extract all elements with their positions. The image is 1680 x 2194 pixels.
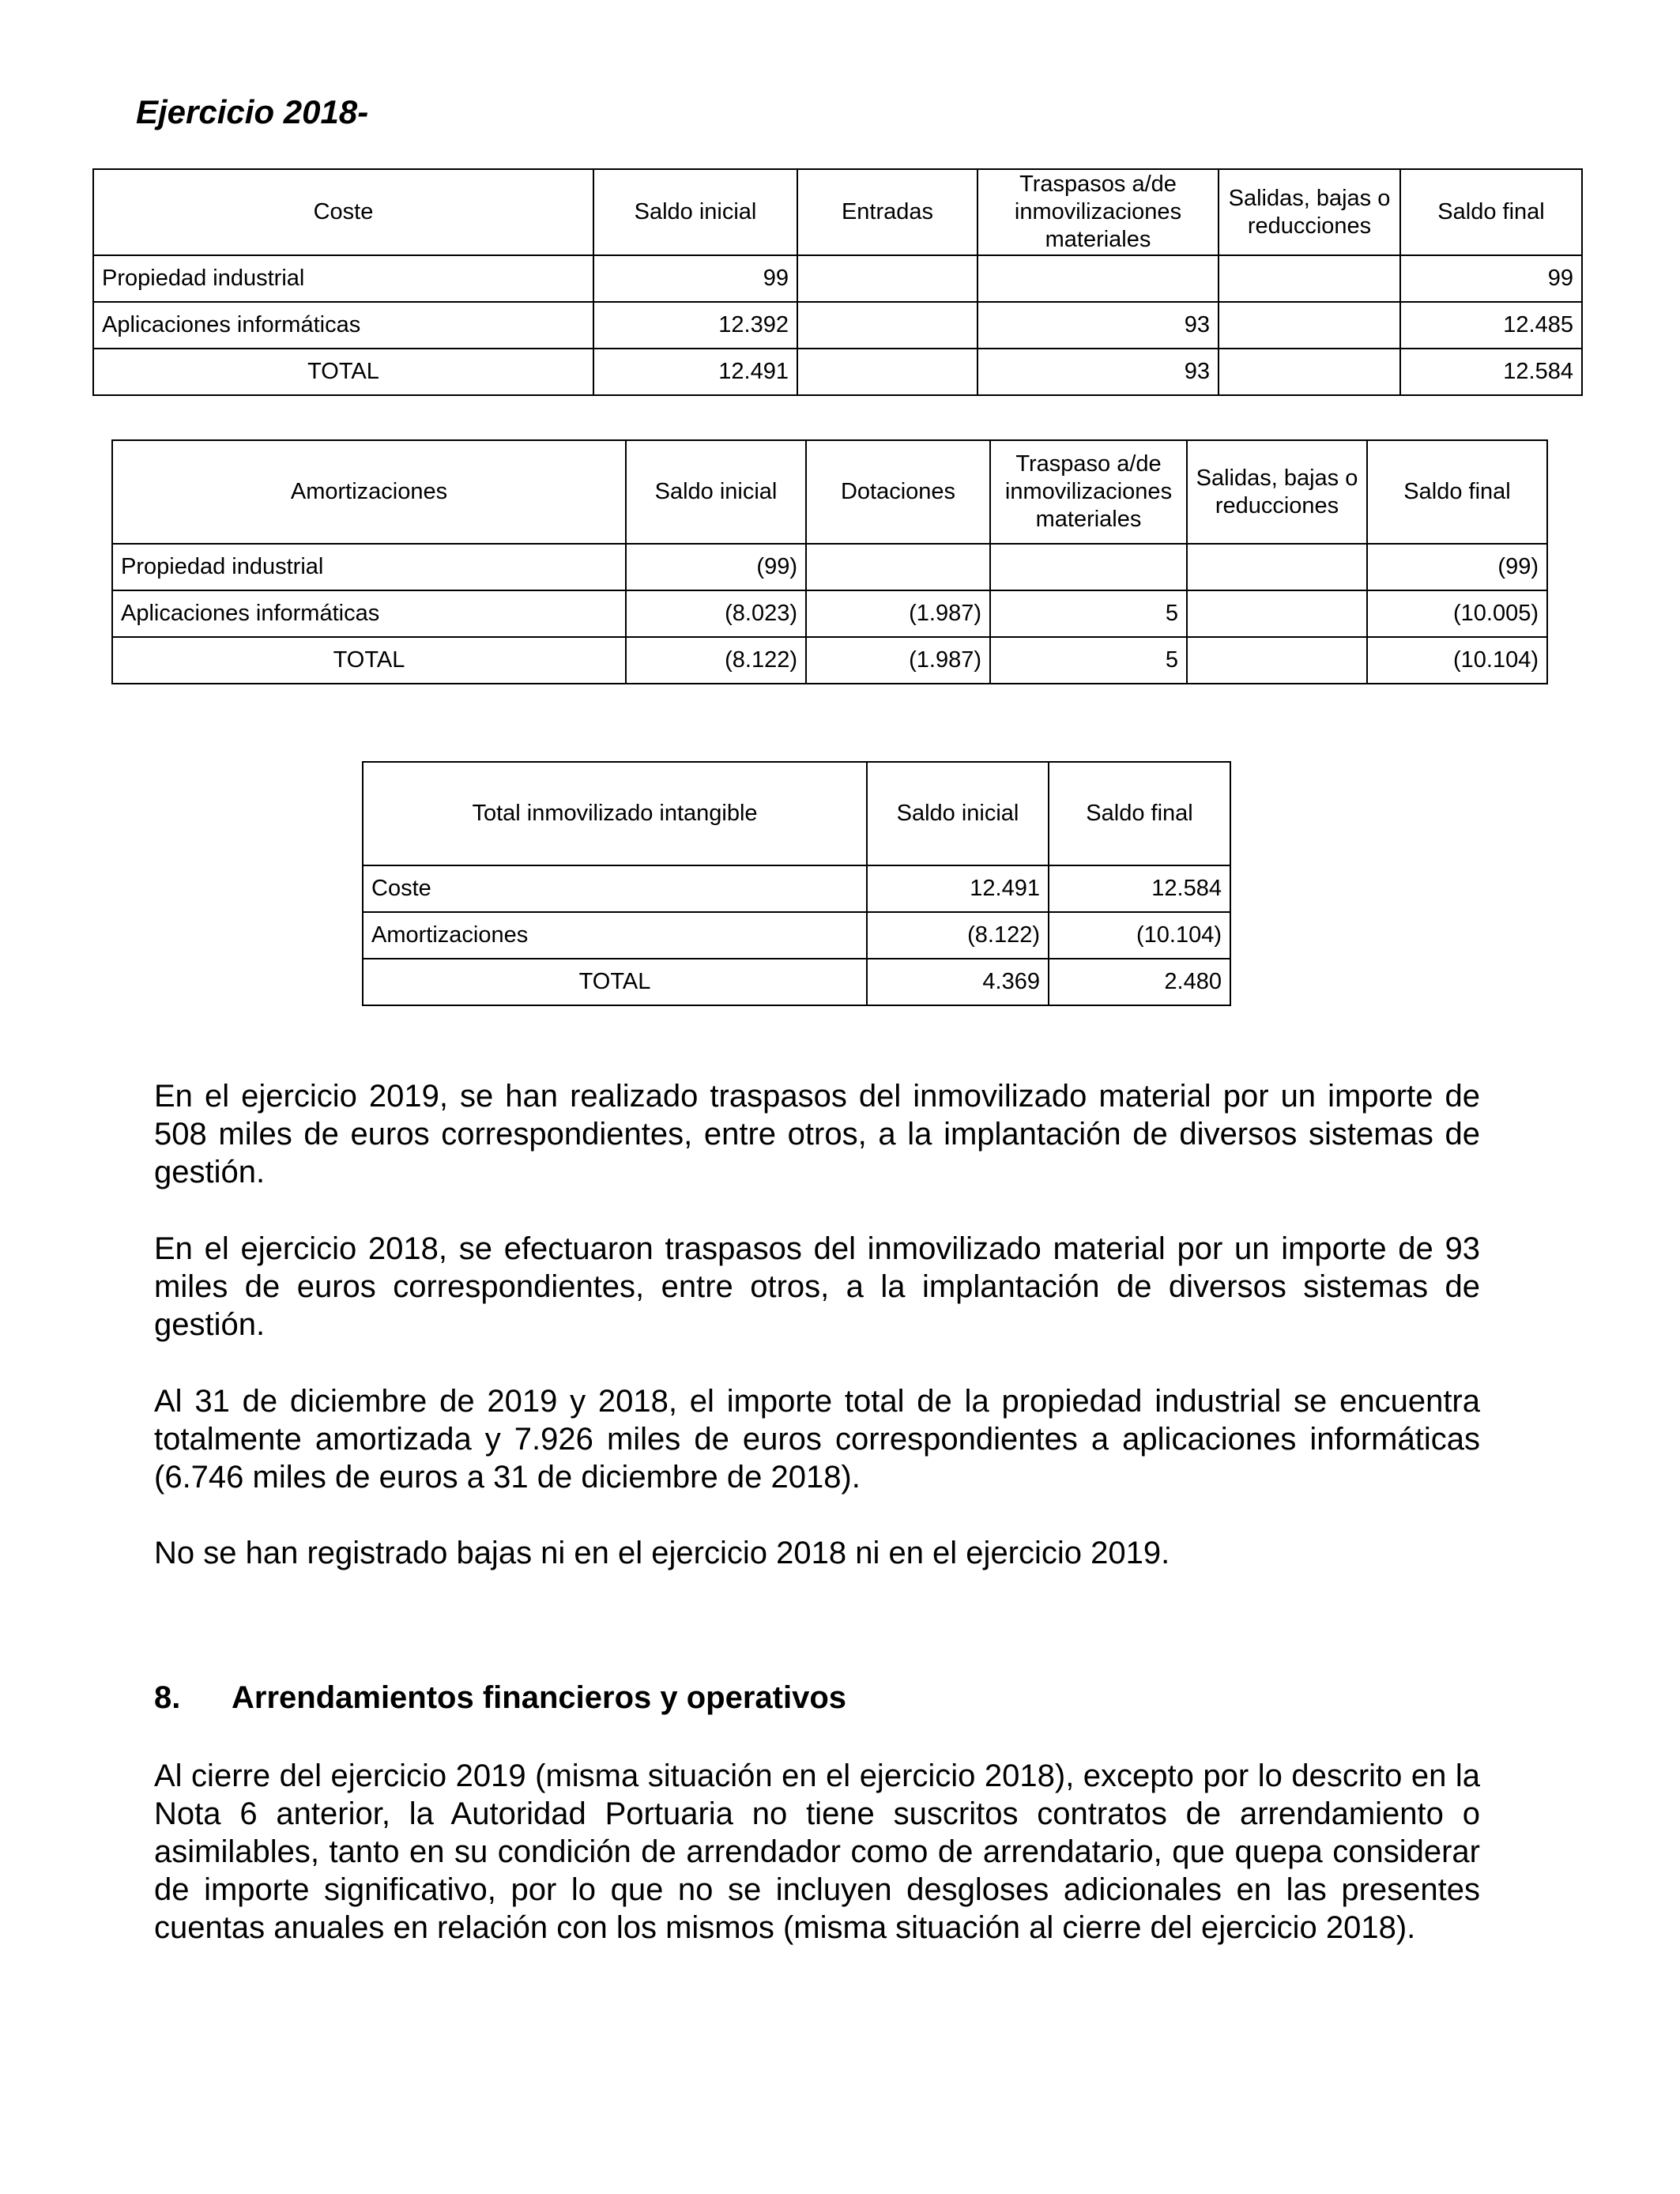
- table-cell: (1.987): [806, 590, 990, 637]
- table-total-row: [112, 637, 1547, 684]
- column-header: Saldo final: [1049, 762, 1230, 865]
- table-cell: (10.104): [1367, 637, 1547, 684]
- table-cell: (8.122): [626, 637, 806, 684]
- column-header: Amortizaciones: [112, 440, 626, 544]
- table-cell: [1187, 590, 1367, 637]
- table-cell: 5: [990, 637, 1187, 684]
- table-row: [93, 255, 1582, 302]
- column-header: Saldo inicial: [593, 169, 797, 255]
- paragraph: En el ejercicio 2018, se efectuaron traspasos del inmovilizado material por un importe de 93 miles de euros correspondientes, entre otros, a la implantación de diversos sistemas de gestión.: [154, 1231, 1480, 1342]
- table-total-row: [93, 349, 1582, 395]
- table-cell: 2.480: [1049, 959, 1230, 1005]
- table-cell: 4.369: [867, 959, 1049, 1005]
- section-heading: [154, 1680, 846, 1716]
- table-cell: 93: [977, 302, 1219, 349]
- table-cell: (99): [626, 544, 806, 590]
- row-label: TOTAL: [112, 637, 626, 684]
- table-cell: (1.987): [806, 637, 990, 684]
- table-row: [93, 302, 1582, 349]
- column-header: Saldo final: [1400, 169, 1582, 255]
- section-number: 8.: [154, 1680, 181, 1715]
- column-header: Saldo final: [1367, 440, 1547, 544]
- paragraph: No se han registrado bajas ni en el ejercicio 2018 ni en el ejercicio 2019.: [154, 1536, 1170, 1570]
- table-cell: [806, 544, 990, 590]
- column-header: Salidas, bajas o reducciones: [1187, 440, 1367, 544]
- table-cell: (8.023): [626, 590, 806, 637]
- year-heading: Ejercicio 2018-: [136, 93, 369, 130]
- table-cell: [1219, 255, 1400, 302]
- table-cell: 12.491: [867, 865, 1049, 912]
- amortization-table: [111, 439, 1548, 684]
- table-cell: [977, 255, 1219, 302]
- row-label: Aplicaciones informáticas: [112, 590, 626, 637]
- table-cell: (10.104): [1049, 912, 1230, 959]
- table-cell: 12.485: [1400, 302, 1582, 349]
- column-header: Traspasos a/de inmovilizaciones materiales: [977, 169, 1219, 255]
- column-header: Salidas, bajas o reducciones: [1219, 169, 1400, 255]
- column-header: Traspaso a/de inmovilizaciones materiales: [990, 440, 1187, 544]
- table-cell: (8.122): [867, 912, 1049, 959]
- table-cell: (10.005): [1367, 590, 1547, 637]
- table-header-row: [112, 440, 1547, 544]
- cost-table: [92, 168, 1583, 396]
- table-cell: 93: [977, 349, 1219, 395]
- table-cell: [990, 544, 1187, 590]
- table-row: [363, 865, 1230, 912]
- row-label: TOTAL: [363, 959, 867, 1005]
- table-cell: 12.392: [593, 302, 797, 349]
- row-label: Propiedad industrial: [112, 544, 626, 590]
- table-cell: [797, 349, 977, 395]
- row-label: Coste: [363, 865, 867, 912]
- column-header: Saldo inicial: [867, 762, 1049, 865]
- table-cell: [797, 302, 977, 349]
- column-header: Dotaciones: [806, 440, 990, 544]
- section-paragraph: Al cierre del ejercicio 2019 (misma situación en el ejercicio 2018), excepto por lo descrito en la Nota 6 anterior, la Autoridad Portuaria no tiene suscritos contratos de arrendamiento o asimilables, tanto en su condición de arrendador como de arrendatario, que quepa considerar de importe significativo, por lo que no se incluyen desgloses adicionales en las presentes cuentas anuales en relación con los mismos (misma situación al cierre del ejercicio 2018).: [154, 1759, 1480, 1945]
- table-cell: [1219, 349, 1400, 395]
- paragraph: En el ejercicio 2019, se han realizado traspasos del inmovilizado material por un importe de 508 miles de euros correspondientes, entre otros, a la implantación de diversos sistemas de gestión.: [154, 1079, 1480, 1189]
- column-header: Coste: [93, 169, 593, 255]
- table-cell: (99): [1367, 544, 1547, 590]
- row-label: Amortizaciones: [363, 912, 867, 959]
- table-total-row: [363, 959, 1230, 1005]
- table-cell: [1219, 302, 1400, 349]
- table-cell: [1187, 544, 1367, 590]
- table-cell: [797, 255, 977, 302]
- column-header: Entradas: [797, 169, 977, 255]
- table-cell: [1187, 637, 1367, 684]
- table-row: [112, 544, 1547, 590]
- table-cell: 99: [1400, 255, 1582, 302]
- intangible-summary-table: [362, 761, 1231, 1006]
- column-header: Saldo inicial: [626, 440, 806, 544]
- column-header: Total inmovilizado intangible: [363, 762, 867, 865]
- table-cell: 99: [593, 255, 797, 302]
- table-cell: 12.584: [1049, 865, 1230, 912]
- row-label: Aplicaciones informáticas: [93, 302, 593, 349]
- table-row: [112, 590, 1547, 637]
- table-cell: 12.584: [1400, 349, 1582, 395]
- table-cell: 12.491: [593, 349, 797, 395]
- section-title: Arrendamientos financieros y operativos: [232, 1680, 847, 1715]
- paragraph: Al 31 de diciembre de 2019 y 2018, el importe total de la propiedad industrial se encuentra totalmente amortizada y 7.926 miles de euros correspondientes a aplicaciones informáticas (6.746 miles de euros a 31 de diciembre de 2018).: [154, 1384, 1480, 1495]
- row-label: TOTAL: [93, 349, 593, 395]
- table-header-row: [363, 762, 1230, 865]
- row-label: Propiedad industrial: [93, 255, 593, 302]
- table-header-row: [93, 169, 1582, 255]
- table-row: [363, 912, 1230, 959]
- table-cell: 5: [990, 590, 1187, 637]
